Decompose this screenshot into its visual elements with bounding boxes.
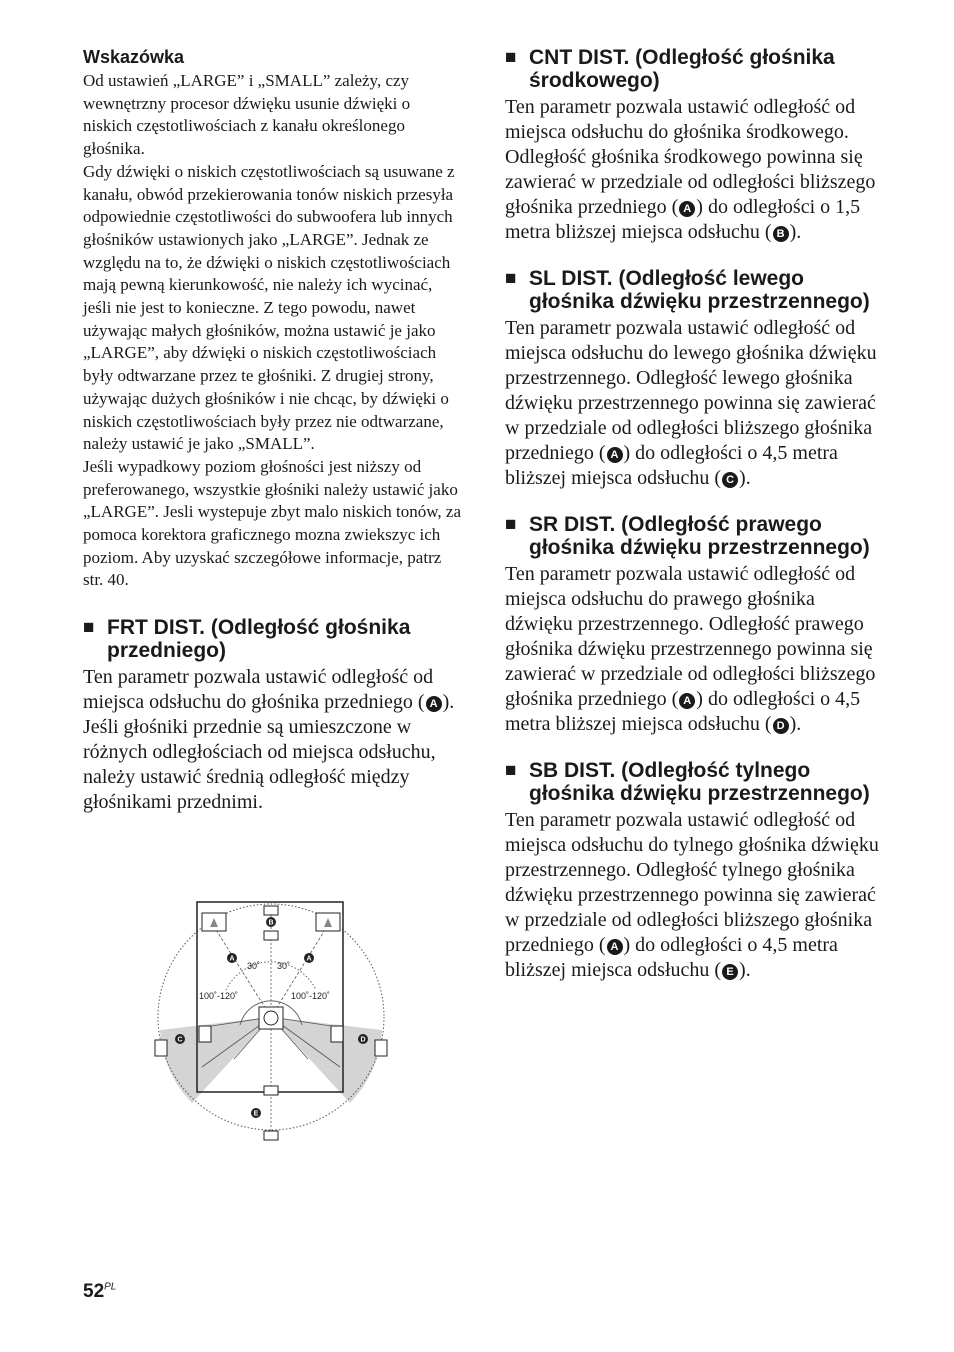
angle-label: 30˚ — [247, 961, 261, 971]
square-bullet-icon: ■ — [505, 514, 517, 535]
body-text-part: Ten parametr pozwala ustawić odległość od miejsca odsłuchu do lewego głośnika dźwięku przestrzennego. Odległość lewego głośnika dźwięku przestrzennego powinna się zawierać w przedziale od odległości bliższego głośnika przedniego ( — [505, 317, 877, 464]
section-sl-dist — [505, 267, 885, 491]
left-surround-zone — [160, 1017, 271, 1103]
body-text-part: ) do odległości o 4,5 metra bliższej miejsca odsłuchu ( — [505, 442, 838, 489]
square-bullet-icon: ■ — [505, 47, 517, 68]
section-body — [505, 562, 885, 737]
page-number-value: 52 — [83, 1281, 105, 1302]
marker-a-icon: A — [679, 201, 695, 217]
marker-a-icon: A — [679, 693, 695, 709]
square-bullet-icon: ■ — [83, 617, 95, 639]
left-column — [83, 46, 463, 815]
angle-label: 30˚ — [277, 961, 291, 971]
tip-title: Wskazówka — [83, 47, 185, 67]
tip-paragraph-2: Gdy dźwięki o niskich częstotliwościach są usuwane z kanału, obwód przekierowania tonów niskich przesyła odpowiednie częstotliwości do subwoofera lub innych głośników ustawionych jako „LARGE”. Jednak ze względu na to, że dźwięki o niskich częstotliwościach mają pewną kierunkowość, nie należy ich wycinać, jeśli nie jest to konieczne. Z tego powodu, nawet używając małych głośników, można ustawić je jako „LARGE”, aby dźwięki o niskich częstotliwościach były odtwarzane przez te głośniki. Z drugiej strony, używając dużych głośników i nie chcąc, by dźwięki o niskich częstotliwościach były przez nie odtwarzane, należy ustawić je jako „SMALL”. — [83, 161, 455, 454]
marker-a-icon: A — [426, 696, 442, 712]
marker-a-icon: A — [607, 939, 623, 955]
marker-a-icon: A — [306, 955, 312, 963]
angle-label: 100˚-120˚ — [199, 991, 239, 1001]
marker-c-icon: C — [722, 472, 738, 488]
section-heading — [505, 759, 885, 805]
marker-d-icon: D — [360, 1036, 366, 1044]
section-frt-dist — [83, 616, 463, 815]
marker-c-icon: C — [177, 1036, 183, 1044]
section-heading — [505, 513, 885, 559]
front-right-speaker-icon — [316, 913, 340, 931]
marker-e-icon: E — [722, 964, 738, 980]
section-body — [505, 808, 885, 983]
angle-label: 100˚-120˚ — [291, 991, 331, 1001]
body-text-part: ). — [789, 713, 802, 735]
marker-d-icon: D — [773, 718, 789, 734]
tip-paragraph-3: Jeśli wypadkowy poziom głośności jest niższy od preferowanego, wszystkie głośniki należy ustawić jako „LARGE”. Jesli wystepuje zbyt malo niskich tonów, za pomoca korektora graficznego mozna zwiekszyc ich poziom. Aby uzyskać szczegółowe informacje, patrz str. 40. — [83, 456, 462, 590]
heading-text: SL DIST. (Odległość lewego głośnika dźwięku przestrzennego) — [529, 267, 870, 313]
body-text-part: Ten parametr pozwala ustawić odległość od miejsca odsłuchu do głośnika środkowego. Odległość głośnika środkowego powinna się zawierać w przedziale od odległości bliższego głośnika przedniego ( — [505, 96, 876, 218]
marker-e-icon: E — [253, 1110, 259, 1118]
marker-a-icon: A — [229, 955, 235, 963]
body-text-part: Ten parametr pozwala ustawić odległość od miejsca odsłuchu do prawego głośnika dźwięku przestrzennego. Odległość prawego głośnika dźwięku przestrzennego powinna się zawierać w przedziale od odległości bliższego głośnika przedniego ( — [505, 563, 876, 710]
section-sr-dist — [505, 513, 885, 737]
page-number — [83, 1281, 116, 1303]
heading-text: FRT DIST. (Odległość głośnika przedniego) — [107, 616, 411, 663]
speaker-placement-diagram — [150, 895, 390, 1145]
section-heading — [505, 267, 885, 313]
body-text-part: ). — [739, 959, 751, 981]
right-surround-zone — [271, 1017, 382, 1103]
section-sb-dist — [505, 759, 885, 983]
square-bullet-icon: ■ — [505, 268, 517, 289]
square-bullet-icon: ■ — [505, 760, 517, 781]
body-text-part: Ten parametr pozwala ustawić odległość od miejsca odsłuchu do tylnego głośnika dźwięku przestrzennego. Odległość tylnego głośnika dźwięku przestrzennego powinna się zawierać w przedziale od odległości bliższego głośnika przedniego ( — [505, 809, 879, 956]
heading-text: SB DIST. (Odległość tylnego głośnika dźwięku przestrzennego) — [529, 759, 870, 805]
body-text-part: ) do odległości o 1,5 metra bliższej miejsca odsłuchu ( — [505, 196, 861, 243]
body-text-part: Ten parametr pozwala ustawić odległość od miejsca odsłuchu do głośnika przedniego ( — [83, 666, 434, 714]
page-language-code: PL — [104, 1281, 117, 1293]
body-text-part: ) do odległości o 4,5 metra bliższej miejsca odsłuchu ( — [505, 934, 838, 981]
marker-a-icon: A — [607, 447, 623, 463]
front-left-speaker-icon — [202, 913, 226, 931]
marker-b-icon: B — [773, 226, 789, 242]
listener-icon — [259, 1007, 283, 1029]
tip-paragraph-1: Od ustawień „LARGE” i „SMALL” zależy, czy wewnętrzny procesor dźwięku usunie dźwięki o niskich częstotliwościach z kanału określonego głośnika. — [83, 71, 411, 159]
body-text-part: ). — [739, 467, 751, 489]
section-body — [505, 316, 885, 491]
body-text-part: ). Jeśli głośniki przednie są umieszczone w różnych odległościach od miejsca odsłuchu, należy ustawić średnią odległość między głośnikami przednimi. — [83, 691, 455, 814]
right-column — [505, 46, 885, 983]
body-text-part: ) do odległości o 4,5 metra bliższej miejsca odsłuchu ( — [505, 688, 861, 735]
heading-text: SR DIST. (Odległość prawego głośnika dźwięku przestrzennego) — [529, 513, 870, 559]
body-text-part: ). — [789, 221, 802, 243]
section-heading — [83, 616, 463, 662]
section-body — [83, 665, 463, 815]
section-body — [505, 95, 885, 245]
heading-text: CNT DIST. (Odległość głośnika środkowego) — [529, 46, 835, 92]
section-cnt-dist — [505, 46, 885, 245]
marker-b-icon: B — [268, 919, 274, 927]
section-heading — [505, 46, 885, 92]
